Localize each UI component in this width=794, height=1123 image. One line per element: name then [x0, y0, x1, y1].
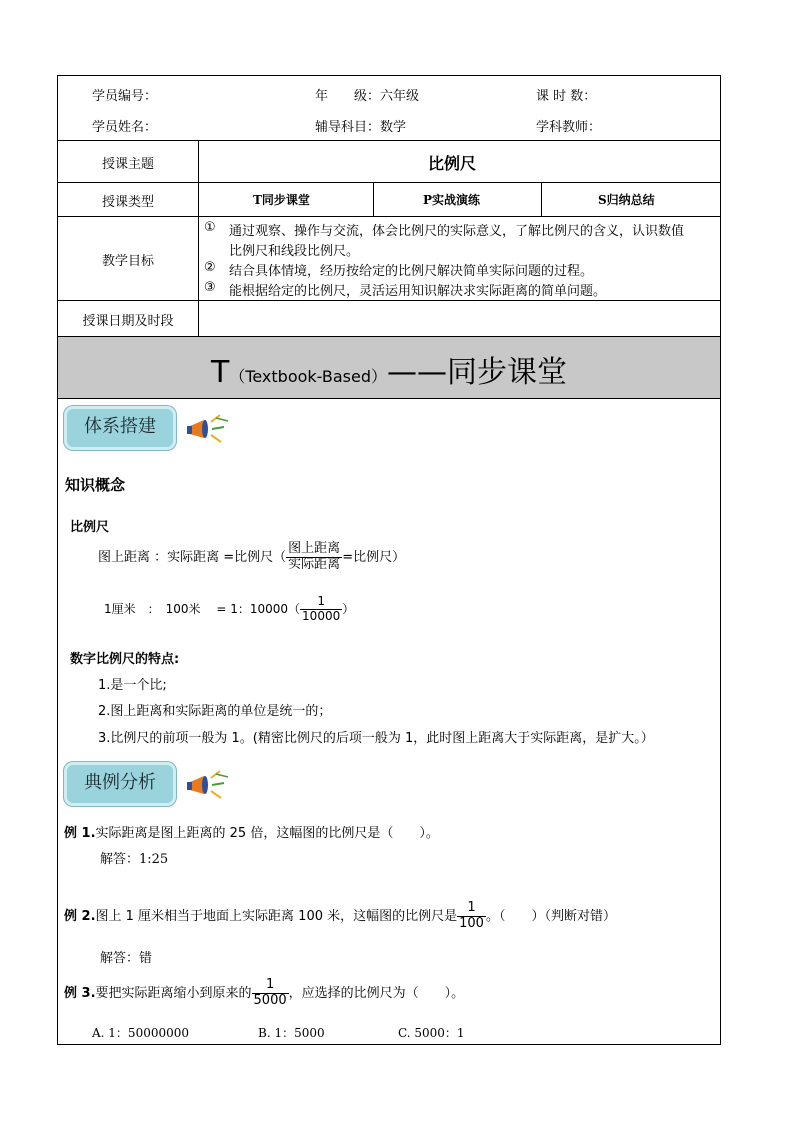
scale-formula: 图上距离 ：实际距离 =比例尺（ $\frac{\text{图上距离}}{\text{实际距离}}$ =比例尺）: [98, 541, 406, 572]
lesson-count-label: 课 时 数：: [536, 89, 597, 104]
example-2-answer: 解答：错: [100, 951, 153, 966]
topic-label: 授课主题: [101, 157, 154, 172]
goal-2-marker: ②: [204, 260, 216, 275]
goals-label: 教学目标: [101, 254, 154, 269]
banner-title: T（Textbook-Based）——同步课堂: [210, 355, 567, 390]
type-label: 授课类型: [101, 195, 154, 210]
type-row: [58, 183, 720, 217]
option-c: C. 5000：1: [398, 1026, 465, 1040]
example-3: 例 3.要把实际距离缩小到原来的 $\frac{1}{5000}$ ，应选择的比例尺为（ ）。: [64, 977, 465, 1008]
feature-1: 1.是一个比;: [98, 678, 167, 693]
lesson-plan-frame: [57, 75, 721, 1045]
example-2-fraction: $\frac{1}{100}$: [459, 900, 484, 931]
option-a: A. 1：50000000: [92, 1026, 190, 1040]
feature-3: 3.比例尺的前项一般为 1。(精密比例尺的后项一般为 1，此时图上距离大于实际距离，是扩大。）: [98, 731, 654, 746]
features-heading: 数字比例尺的特点:: [70, 652, 180, 667]
example-fraction: $\frac{1}{10000}$: [302, 594, 341, 623]
goal-2-line1: 结合具体情境，经历按给定的比例尺解决简单实际问题的过程。: [229, 264, 594, 279]
type-p: P实战演练: [423, 193, 481, 207]
example-1-answer: 解答：1:25: [100, 852, 169, 867]
date-label: 授课日期及时段: [82, 314, 174, 329]
type-s: S归纳总结: [598, 193, 655, 207]
topic-value: 比例尺: [428, 154, 477, 173]
subject-label: 辅导科目：数学: [315, 120, 407, 135]
section-badge-system: 体系搭建: [64, 406, 176, 450]
header-info-row: [58, 76, 720, 141]
student-id-label: 学员编号：: [92, 89, 158, 104]
goals-row: [58, 217, 720, 301]
section-badge-examples: 典例分析: [64, 762, 176, 806]
type-t: T同步课堂: [253, 193, 310, 207]
date-row: [58, 301, 720, 337]
topic-row: [58, 141, 720, 183]
section-banner: [58, 337, 720, 399]
goal-3-marker: ③: [204, 280, 216, 295]
feature-2: 2.图上距离和实际距离的单位是统一的；: [98, 704, 332, 719]
teacher-label: 学科教师：: [536, 120, 602, 135]
scale-subheading: 比例尺: [70, 520, 110, 535]
example-1: 例 1.实际距离是图上距离的 25 倍，这幅图的比例尺是（ ）。: [64, 826, 439, 841]
goal-1-marker: ①: [204, 220, 216, 235]
goal-1-line2: 比例尺和线段比例尺。: [229, 244, 360, 259]
goal-3-line1: 能根据给定的比例尺，灵活运用知识解决求实际距离的简单问题。: [229, 284, 607, 299]
grade-label: 年 级：六年级: [315, 89, 420, 104]
option-b: B. 1：5000: [258, 1026, 325, 1040]
megaphone-icon: [184, 768, 234, 804]
scale-example: 1厘米 ： 100米 = 1：10000（ $\frac{1}{10000}$ ）: [104, 594, 355, 623]
formula-fraction: $\frac{\text{图上距离}}{\text{实际距离}}$: [288, 541, 341, 572]
student-name-label: 学员姓名：: [92, 120, 158, 135]
example-2: 例 2.图上 1 厘米相当于地面上实际距离 100 米，这幅图的比例尺是 $\frac{1}{100}$ 。（ ）（判断对错）: [64, 900, 616, 931]
example-3-fraction: $\frac{1}{5000}$: [253, 977, 287, 1008]
megaphone-icon: [184, 412, 234, 448]
goal-1-line1: 通过观察、操作与交流，体会比例尺的实际意义，了解比例尺的含义，认识数值: [229, 224, 685, 239]
knowledge-heading: 知识概念: [65, 476, 126, 494]
